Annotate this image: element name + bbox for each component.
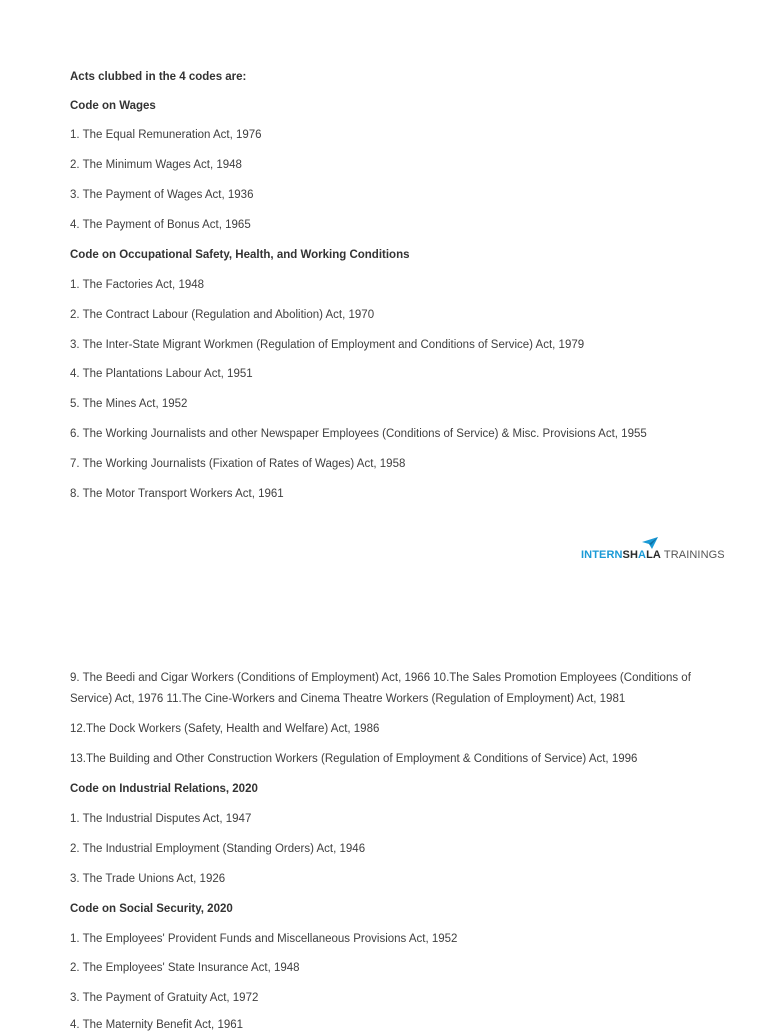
list-item: 7. The Working Journalists (Fixation of Rates of Wages) Act, 1958: [70, 458, 406, 470]
list-item: 2. The Industrial Employment (Standing Orders) Act, 1946: [70, 843, 366, 855]
list-item: 3. The Inter-State Migrant Workmen (Regulation of Employment and Conditions of Service) Act, 1979: [70, 339, 585, 351]
logo-text-sh: SH: [622, 549, 639, 561]
list-item: 1. The Employees' Provident Funds and Miscellaneous Provisions Act, 1952: [70, 933, 458, 945]
list-item: 4. The Payment of Bonus Act, 1965: [70, 219, 251, 231]
list-item: 5. The Mines Act, 1952: [70, 398, 188, 410]
list-item: 3. The Trade Unions Act, 1926: [70, 873, 226, 885]
list-item: 1. The Factories Act, 1948: [70, 279, 205, 291]
section-heading-wages: Code on Wages: [70, 100, 156, 112]
list-item: 2. The Employees' State Insurance Act, 1948: [70, 962, 300, 974]
intro-heading: Acts clubbed in the 4 codes are:: [70, 71, 247, 83]
logo-text-trainings: TRAININGS: [660, 549, 725, 561]
logo-text-intern: INTERN: [581, 549, 623, 561]
section-heading-ir: Code on Industrial Relations, 2020: [70, 783, 258, 795]
list-item: 4. The Plantations Labour Act, 1951: [70, 368, 253, 380]
list-item: 1. The Equal Remuneration Act, 1976: [70, 129, 262, 141]
list-item: 3. The Payment of Gratuity Act, 1972: [70, 992, 259, 1004]
section-heading-osh: Code on Occupational Safety, Health, and Working Conditions: [70, 249, 410, 261]
internshala-logo: [580, 535, 725, 565]
list-item: 12.The Dock Workers (Safety, Health and Welfare) Act, 1986: [70, 723, 380, 735]
list-item: 3. The Payment of Wages Act, 1936: [70, 189, 254, 201]
logo-text-a: A: [638, 549, 647, 561]
list-item: 1. The Industrial Disputes Act, 1947: [70, 813, 252, 825]
logo-wordmark: [581, 549, 725, 562]
logo-text-la: LA: [646, 549, 661, 561]
list-item: 13.The Building and Other Construction Workers (Regulation of Employment & Conditions of Service) Act, 1996: [70, 753, 638, 765]
section-heading-ss: Code on Social Security, 2020: [70, 903, 233, 915]
list-item: 4. The Maternity Benefit Act, 1961: [70, 1019, 244, 1031]
paper-plane-icon: [642, 537, 658, 549]
list-item: 2. The Contract Labour (Regulation and Abolition) Act, 1970: [70, 309, 375, 321]
list-item: 8. The Motor Transport Workers Act, 1961: [70, 488, 284, 500]
list-paragraph: 9. The Beedi and Cigar Workers (Conditions of Employment) Act, 1966 10.The Sales Promotion Employees (Conditions of Service) Act, 1976 11.The Cine-Workers and Cinema Theatre Workers (Regulation of Employment) Act, 1981: [70, 672, 691, 705]
list-item: 2. The Minimum Wages Act, 1948: [70, 159, 242, 171]
list-item: 6. The Working Journalists and other Newspaper Employees (Conditions of Service) & Misc. Provisions Act, 1955: [70, 428, 647, 440]
